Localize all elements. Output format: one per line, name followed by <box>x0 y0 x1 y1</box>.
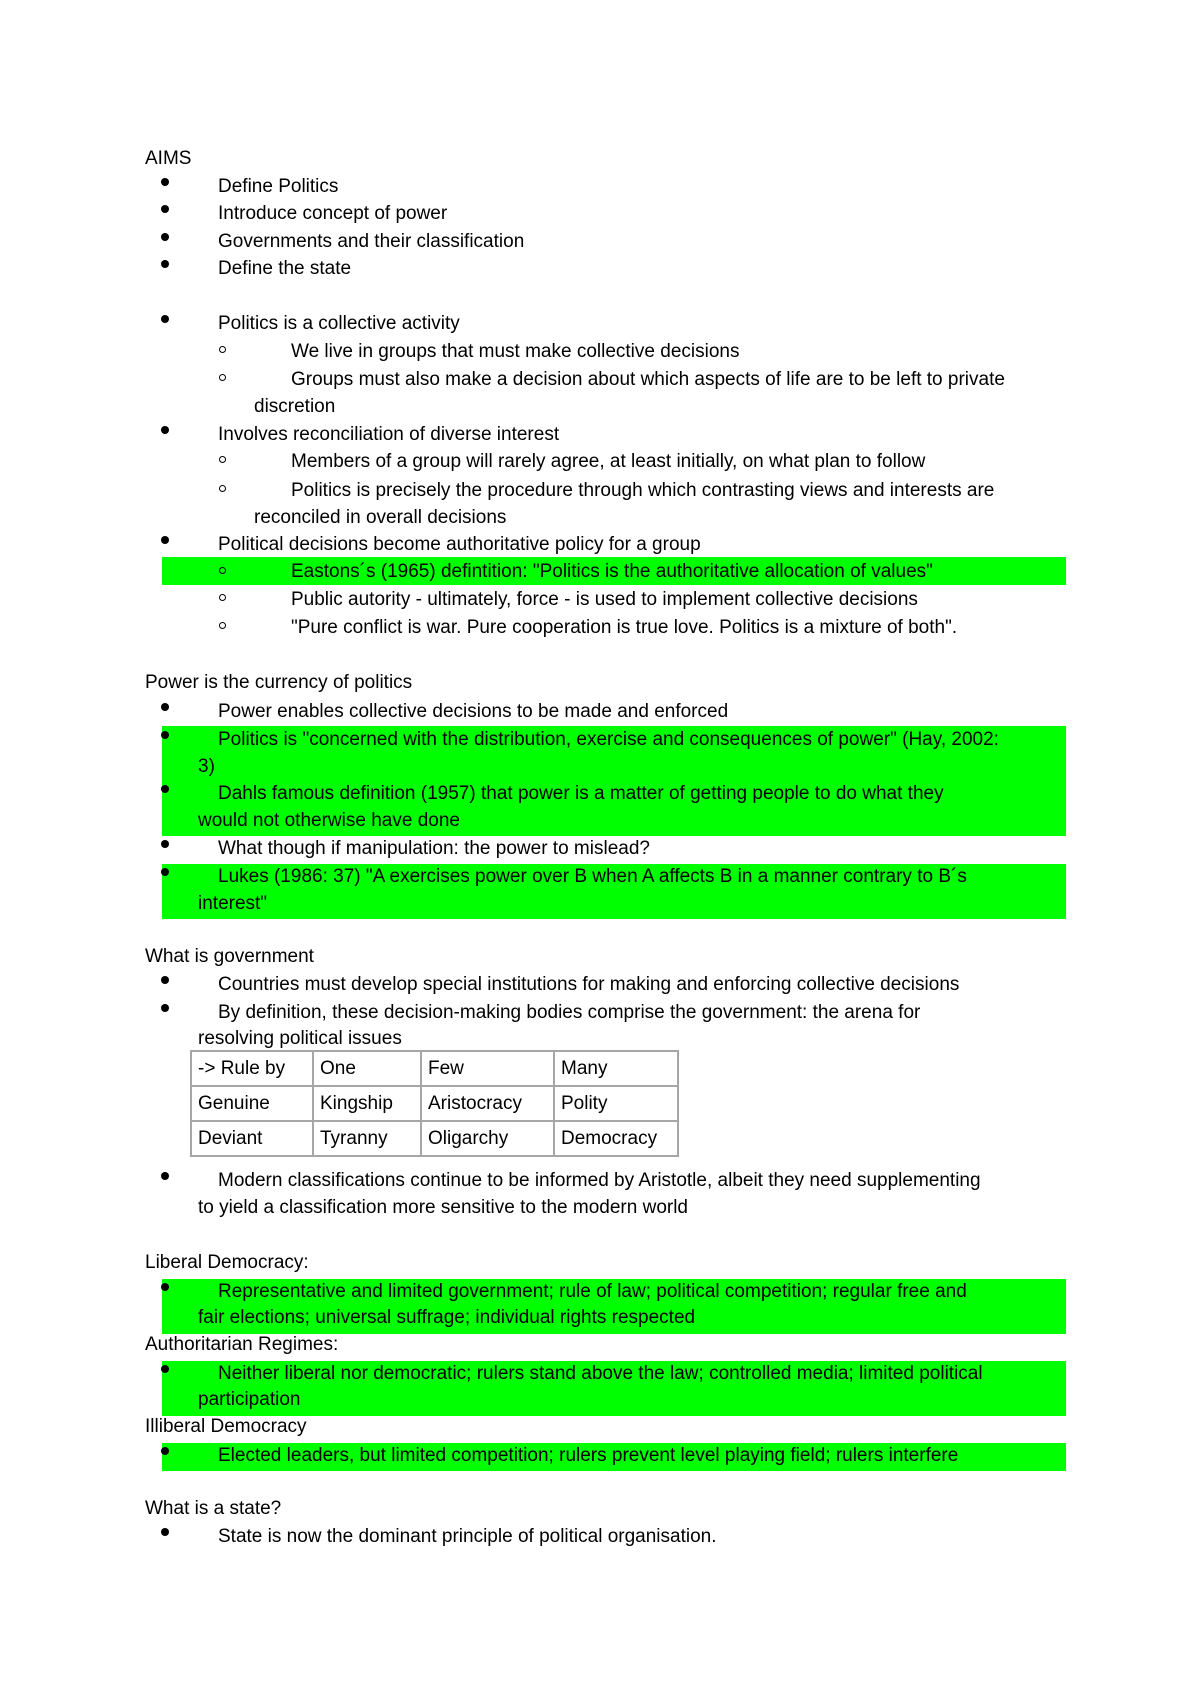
government-point-cont: to yield a classification more sensitive to the modern world <box>198 1197 689 1218</box>
bullet-icon <box>161 1365 169 1373</box>
power-point: Politics is "concerned with the distribution, exercise and consequences of power" (Hay, 2002: <box>218 729 999 750</box>
authoritarian-heading: Authoritarian Regimes: <box>145 1334 339 1355</box>
table-cell: Polity <box>554 1086 678 1121</box>
table-row <box>191 1121 678 1156</box>
politics-point: Politics is a collective activity <box>218 313 460 334</box>
table-row <box>191 1086 678 1121</box>
politics-subpoint-cont: discretion <box>254 396 336 417</box>
bullet-icon <box>161 233 169 241</box>
politics-subpoint: Public autority - ultimately, force - is used to implement collective decisions <box>291 589 918 610</box>
government-point: Modern classifications continue to be informed by Aristotle, albeit they need supplementing <box>218 1170 981 1191</box>
politics-subpoint: "Pure conflict is war. Pure cooperation is true love. Politics is a mixture of both". <box>291 617 958 638</box>
bullet-icon <box>161 1447 169 1455</box>
power-point-cont: would not otherwise have done <box>198 810 460 831</box>
authoritarian-point: Neither liberal nor democratic; rulers stand above the law; controlled media; limited political <box>218 1363 983 1384</box>
table-cell: Aristocracy <box>421 1086 554 1121</box>
power-point-cont: 3) <box>198 756 215 777</box>
power-point-cont: interest" <box>198 893 268 914</box>
government-point: Countries must develop special institutions for making and enforcing collective decisions <box>218 974 960 995</box>
table-cell: Genuine <box>191 1086 313 1121</box>
sub-bullet-icon <box>219 346 226 353</box>
power-point: What though if manipulation: the power to mislead? <box>218 838 650 859</box>
bullet-icon <box>161 976 169 984</box>
aims-item: Introduce concept of power <box>218 203 448 224</box>
state-point: State is now the dominant principle of political organisation. <box>218 1526 717 1547</box>
power-point: Dahls famous definition (1957) that power is a matter of getting people to do what they <box>218 783 944 804</box>
aims-item: Governments and their classification <box>218 231 525 252</box>
sub-bullet-icon <box>219 456 226 463</box>
politics-point: Political decisions become authoritative policy for a group <box>218 534 701 555</box>
table-cell: -> Rule by <box>191 1051 313 1086</box>
liberal-democracy-point: Representative and limited government; rule of law; political competition; regular free and <box>218 1281 967 1302</box>
illiberal-point: Elected leaders, but limited competition; rulers prevent level playing field; rulers interfere <box>218 1445 959 1466</box>
bullet-icon <box>161 840 169 848</box>
government-heading: What is government <box>145 946 314 967</box>
politics-subpoint: Politics is precisely the procedure through which contrasting views and interests are <box>291 480 995 501</box>
power-heading: Power is the currency of politics <box>145 672 413 693</box>
table-cell: Tyranny <box>313 1121 421 1156</box>
sub-bullet-icon <box>219 374 226 381</box>
bullet-icon <box>161 785 169 793</box>
bullet-icon <box>161 1528 169 1536</box>
bullet-icon <box>161 1172 169 1180</box>
bullet-icon <box>161 536 169 544</box>
aims-heading: AIMS <box>145 148 192 169</box>
bullet-icon <box>161 1283 169 1291</box>
politics-subpoint: Groups must also make a decision about which aspects of life are to be left to private <box>291 369 1005 390</box>
sub-bullet-icon <box>219 622 226 629</box>
bullet-icon <box>161 205 169 213</box>
illiberal-heading: Illiberal Democracy <box>145 1416 307 1437</box>
bullet-icon <box>161 178 169 186</box>
politics-point: Involves reconciliation of diverse interest <box>218 424 560 445</box>
power-point: Lukes (1986: 37) "A exercises power over B when A affects B in a manner contrary to B´s <box>218 866 967 887</box>
power-point: Power enables collective decisions to be made and enforced <box>218 701 729 722</box>
liberal-democracy-heading: Liberal Democracy: <box>145 1252 309 1273</box>
state-heading: What is a state? <box>145 1498 282 1519</box>
table-cell: Democracy <box>554 1121 678 1156</box>
politics-subpoint-cont: reconciled in overall decisions <box>254 507 507 528</box>
politics-subpoint: We live in groups that must make collective decisions <box>291 341 740 362</box>
sub-bullet-icon <box>219 485 226 492</box>
government-point-cont: resolving political issues <box>198 1028 402 1049</box>
bullet-icon <box>161 731 169 739</box>
table-cell: Oligarchy <box>421 1121 554 1156</box>
liberal-democracy-point-cont: fair elections; universal suffrage; individual rights respected <box>198 1307 696 1328</box>
table-cell: One <box>313 1051 421 1086</box>
government-classification-table <box>190 1050 679 1157</box>
table-row <box>191 1051 678 1086</box>
sub-bullet-icon <box>219 594 226 601</box>
authoritarian-point-cont: participation <box>198 1389 301 1410</box>
table-cell: Many <box>554 1051 678 1086</box>
politics-subpoint: Members of a group will rarely agree, at least initially, on what plan to follow <box>291 451 926 472</box>
aims-item: Define Politics <box>218 176 339 197</box>
politics-subpoint: Eastons´s (1965) defintition: "Politics is the authoritative allocation of values" <box>291 561 933 582</box>
bullet-icon <box>161 315 169 323</box>
aims-item: Define the state <box>218 258 352 279</box>
sub-bullet-icon <box>219 567 226 574</box>
bullet-icon <box>161 260 169 268</box>
bullet-icon <box>161 703 169 711</box>
government-point: By definition, these decision-making bodies comprise the government: the arena for <box>218 1002 921 1023</box>
table-cell: Kingship <box>313 1086 421 1121</box>
bullet-icon <box>161 868 169 876</box>
table-cell: Few <box>421 1051 554 1086</box>
bullet-icon <box>161 426 169 434</box>
bullet-icon <box>161 1004 169 1012</box>
table-cell: Deviant <box>191 1121 313 1156</box>
